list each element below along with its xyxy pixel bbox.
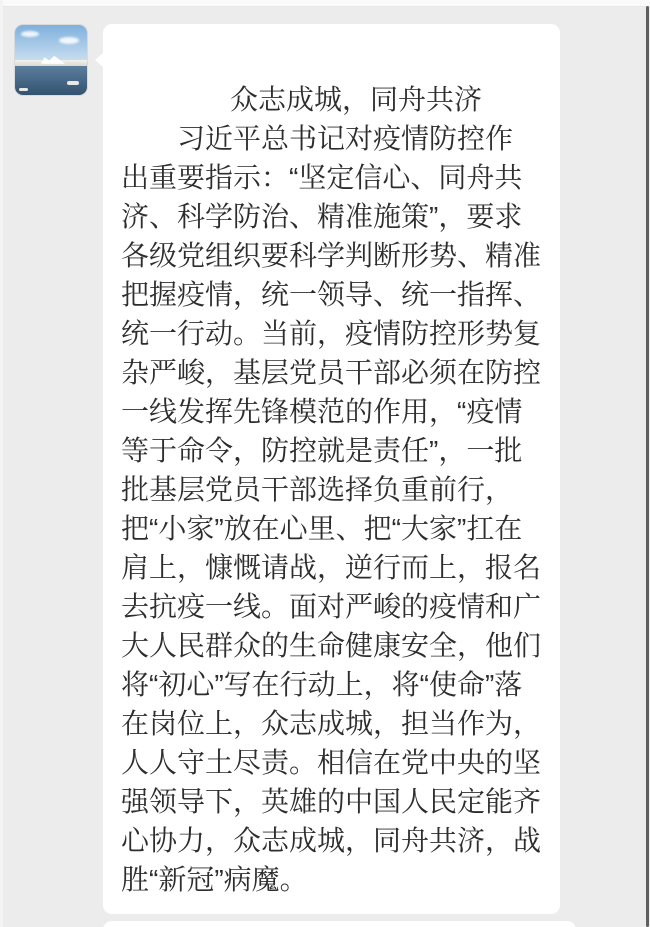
message-line: 大人民群众的生命健康安全，他们: [121, 630, 542, 661]
scrollbar[interactable]: [646, 6, 649, 927]
message-line: 心协力，众志成城，同舟共济，战: [121, 825, 542, 856]
message-line: 出重要指示：“坚定信心、同舟共: [121, 162, 523, 193]
message-bubble[interactable]: [103, 24, 560, 914]
message-line: 人人守土尽责。相信在党中央的坚: [121, 747, 542, 778]
message-line: 把握疫情，统一领导、统一指挥、: [121, 279, 542, 310]
message-line: 各级党组织要科学判断形势、精准: [121, 240, 542, 271]
message-line: 一线发挥先锋模范的作用，“疫情: [121, 396, 523, 427]
window-left-edge: [0, 0, 3, 927]
avatar-boat: [19, 88, 28, 91]
message-line: 把“小家”放在心里、把“大家”扛在: [121, 513, 523, 544]
message-line: 杂严峻，基层党员干部必须在防控: [121, 357, 542, 388]
avatar-cloud: [59, 37, 79, 44]
message-line: 在岗位上，众志成城，担当作为，: [121, 708, 542, 739]
message-line: 等于命令，防控就是责任”，一批: [121, 435, 523, 466]
message-line: 强领导下，英雄的中国人民定能齐: [121, 786, 542, 817]
avatar-cloud: [21, 31, 39, 37]
message-line: 济、科学防治、精准施策”，要求: [121, 201, 523, 232]
message-line: 胜“新冠”病魔。: [121, 864, 308, 895]
message-line: 习近平总书记对疫情防控作: [177, 123, 514, 154]
message-line: 统一行动。当前，疫情防控形势复: [121, 318, 542, 349]
window-top-edge: [0, 0, 650, 7]
avatar-boat: [67, 81, 79, 85]
next-message-bubble-peek[interactable]: [103, 921, 576, 927]
message-line: 去抗疫一线。面对严峻的疫情和广: [121, 591, 542, 622]
sender-avatar[interactable]: [15, 25, 87, 95]
message-title-line: 众志成城，同舟共济: [230, 84, 483, 115]
message-line: 批基层党员干部选择负重前行，: [121, 474, 514, 505]
message-line: 将“初心”写在行动上，将“使命”落: [121, 669, 523, 700]
message-line: 肩上，慷慨请战，逆行而上，报名: [121, 552, 542, 583]
